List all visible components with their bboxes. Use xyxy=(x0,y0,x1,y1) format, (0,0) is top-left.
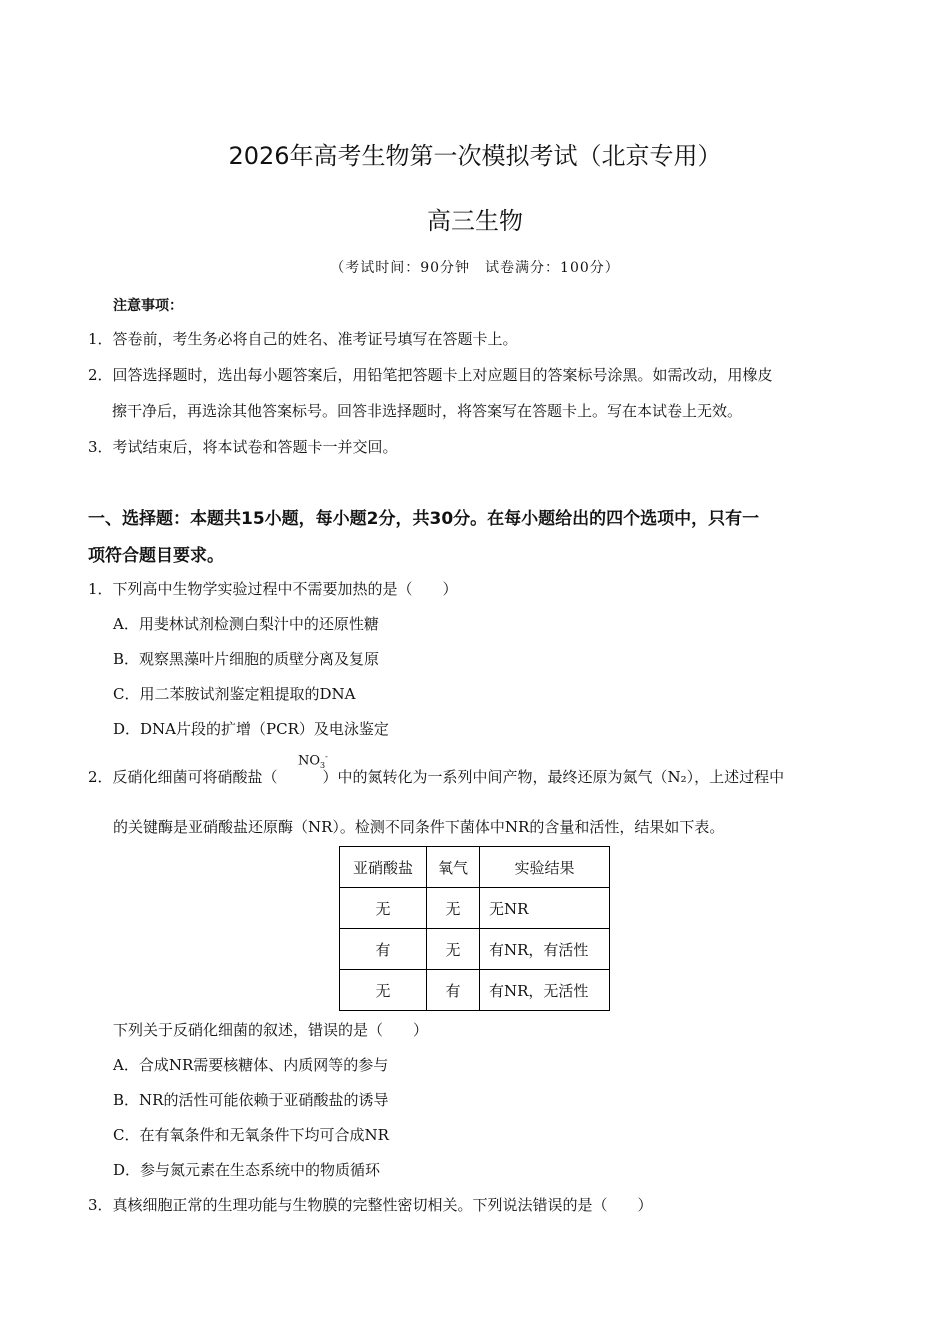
note-item: 3．考试结束后，将本试卷和答题卡一并交回。 xyxy=(88,438,398,456)
question-1-option: B．观察黑藻叶片细胞的质壁分离及复原 xyxy=(113,650,380,668)
formula-base: NO xyxy=(298,753,321,769)
table-header-cell: 实验结果 xyxy=(480,847,610,888)
formula-subscript: 3 xyxy=(320,760,326,770)
table-row xyxy=(340,888,610,929)
question-2-stem-continued: 的关键酶是亚硝酸盐还原酶（NR）。检测不同条件下菌体中NR的含量和活性，结果如下表。 xyxy=(113,818,725,836)
section-heading-continued: 项符合题目要求。 xyxy=(88,546,224,566)
table-header-row xyxy=(340,847,610,888)
table-cell: 有NR，无活性 xyxy=(480,970,610,1011)
exam-info: （考试时间：90分钟 试卷满分：100分） xyxy=(330,260,620,276)
table-cell: 无 xyxy=(340,888,427,929)
question-2-stem: 2．反硝化细菌可将硝酸盐（ ）中的氮转化为一系列中间产物，最终还原为氮气（N₂），上述过程中 xyxy=(88,768,785,786)
question-2-option: C．在有氧条件和无氧条件下均可合成NR xyxy=(113,1126,389,1144)
formula-superscript: - xyxy=(325,752,328,761)
question-1-stem: 1．下列高中生物学实验过程中不需要加热的是（ ） xyxy=(88,580,458,598)
section-heading: 一、选择题：本题共15小题，每小题2分，共30分。在每小题给出的四个选项中，只有一 xyxy=(88,509,760,529)
table-header-cell: 氧气 xyxy=(427,847,480,888)
results-table xyxy=(339,846,610,1011)
nitrate-formula xyxy=(298,752,328,770)
table-header-cell: 亚硝酸盐 xyxy=(340,847,427,888)
table-cell: 无 xyxy=(427,929,480,970)
subject-title: 高三生物 xyxy=(427,207,523,235)
question-2-option: D．参与氮元素在生态系统中的物质循环 xyxy=(113,1161,381,1179)
table-cell: 有NR，有活性 xyxy=(480,929,610,970)
question-3-stem: 3．真核细胞正常的生理功能与生物膜的完整性密切相关。下列说法错误的是（ ） xyxy=(88,1196,653,1214)
question-1-option: C．用二苯胺试剂鉴定粗提取的DNA xyxy=(113,685,356,703)
table-cell: 无NR xyxy=(480,888,610,929)
question-2-option: A．合成NR需要核糖体、内质网等的参与 xyxy=(113,1056,389,1074)
note-item: 1．答卷前，考生务必将自己的姓名、准考证号填写在答题卡上。 xyxy=(88,330,518,348)
note-item: 2．回答选择题时，选出每小题答案后，用铅笔把答题卡上对应题目的答案标号涂黑。如需改动，用橡皮 xyxy=(88,366,773,384)
table-row xyxy=(340,970,610,1011)
note-item-continued: 擦干净后，再选涂其他答案标号。回答非选择题时，将答案写在答题卡上。写在本试卷上无效。 xyxy=(112,402,743,420)
table-cell: 有 xyxy=(340,929,427,970)
question-2-option: B．NR的活性可能依赖于亚硝酸盐的诱导 xyxy=(113,1091,389,1109)
question-1-option: A．用斐林试剂检测白梨汁中的还原性糖 xyxy=(113,615,379,633)
table-cell: 有 xyxy=(427,970,480,1011)
table-row xyxy=(340,929,610,970)
table-cell: 无 xyxy=(340,970,427,1011)
question-2-prompt: 下列关于反硝化细菌的叙述，错误的是（ ） xyxy=(113,1021,429,1039)
question-1-option: D．DNA片段的扩增（PCR）及电泳鉴定 xyxy=(113,720,389,738)
table-cell: 无 xyxy=(427,888,480,929)
exam-title: 2026年高考生物第一次模拟考试（北京专用） xyxy=(228,142,722,170)
notes-heading: 注意事项： xyxy=(113,298,183,314)
